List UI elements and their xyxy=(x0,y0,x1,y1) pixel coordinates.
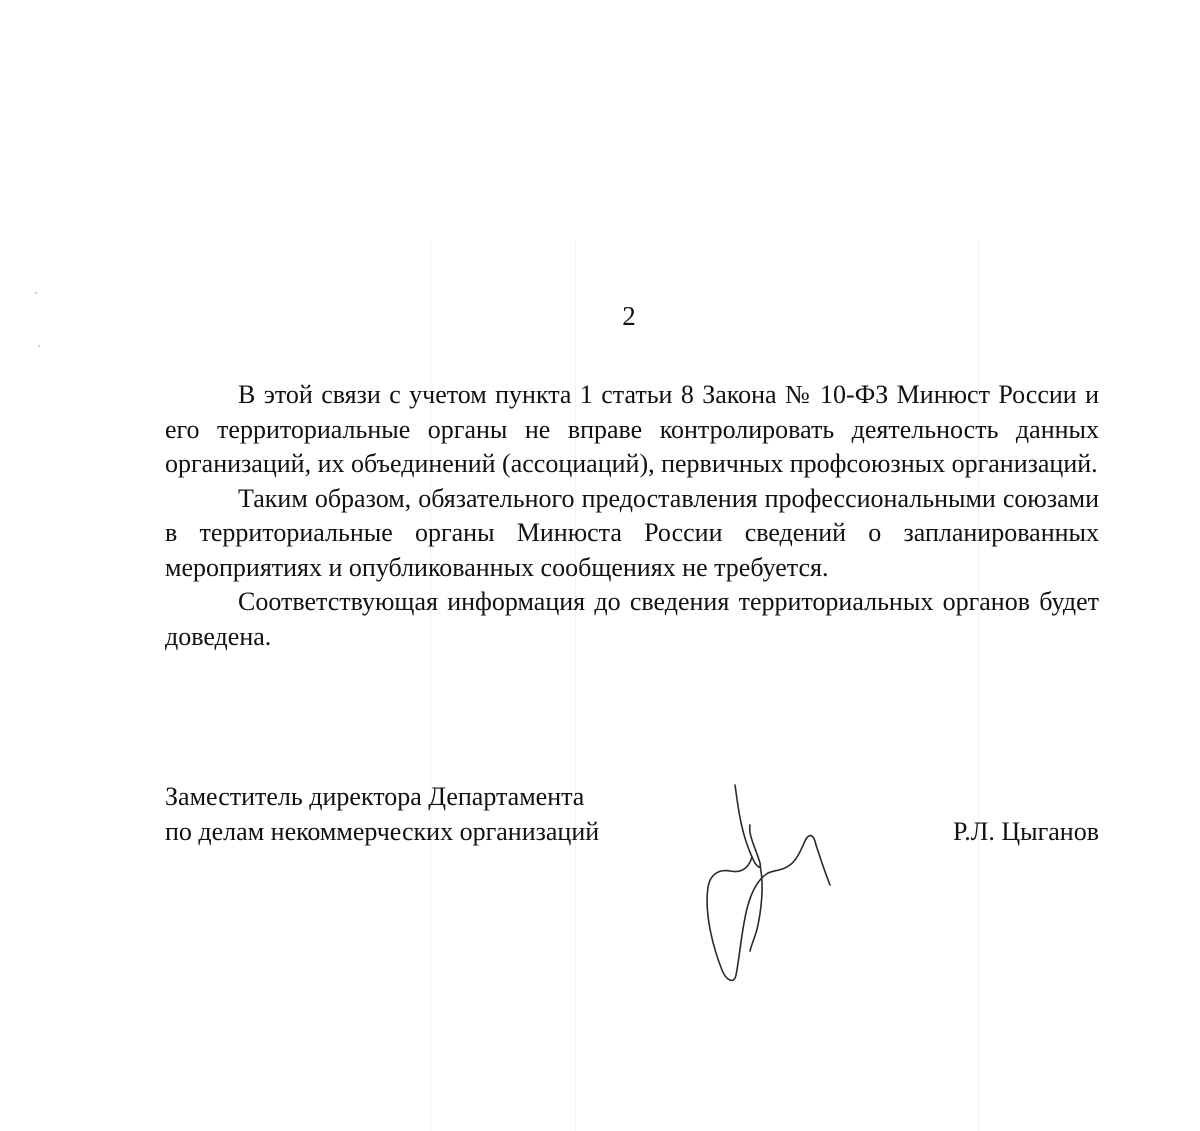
signatory-title-line: по делам некоммерческих организаций xyxy=(165,816,600,846)
scan-speck xyxy=(38,345,40,347)
page-number: 2 xyxy=(622,301,636,331)
scan-streak xyxy=(978,240,979,1131)
signatory-title-line: Заместитель директора Департамента xyxy=(165,782,585,811)
scan-speck xyxy=(35,292,37,294)
scan-streak xyxy=(430,240,431,1131)
paragraph: В этой связи с учетом пункта 1 статьи 8 Закона № 10-ФЗ Минюст России и его территориальные органы не вправе контролировать деятельность данных организаций, их объединений (ассоциаций), первичных профсоюзных организаций. xyxy=(165,380,1099,478)
paragraph: Таким образом, обязательного предоставления профессиональными союзами в территориальные органы Минюста России сведений о запланированных мероприятиях и опубликованных сообщениях не требуется. xyxy=(165,483,1099,582)
paragraph: Соответствующая информация до сведения территориальных органов будет доведена. xyxy=(165,587,1099,651)
signatory-title xyxy=(165,780,599,849)
scan-streak xyxy=(575,240,576,1131)
handwritten-signature xyxy=(690,775,850,995)
letter-body xyxy=(165,378,1099,654)
signatory-name: Р.Л. Цыганов xyxy=(953,817,1099,846)
